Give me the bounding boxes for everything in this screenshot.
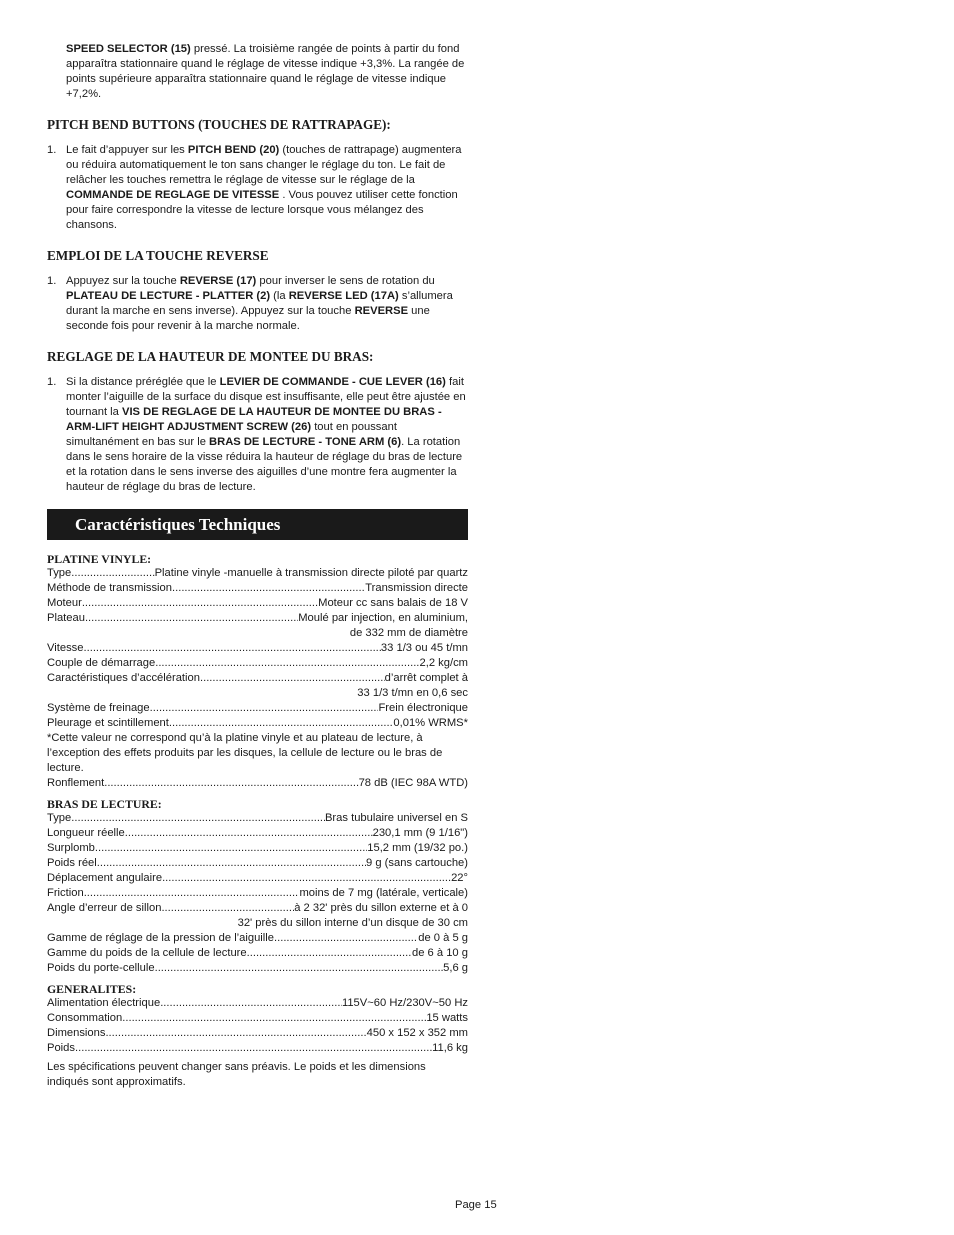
- spec-row: [47, 996, 468, 1011]
- spec-value-continued: 32' près du sillon interne d’un disque de 30 cm: [237, 917, 468, 929]
- spec-value: de 6 à 10 g: [412, 947, 468, 959]
- platine-heading: PLATINE VINYLE:: [47, 552, 152, 566]
- spec-label: Plateau: [47, 612, 85, 624]
- spec-row: [47, 826, 468, 841]
- dot-leader: [274, 931, 418, 946]
- dot-leader: [82, 596, 318, 611]
- spec-row: [47, 871, 468, 886]
- spec-label: Pleurage et scintillement: [47, 717, 169, 729]
- spec-label: Moteur: [47, 597, 82, 609]
- spec-value: 115V~60 Hz/230V~50 Hz: [341, 997, 468, 1009]
- spec-value: moins de 7 mg (latérale, verticale): [299, 887, 468, 899]
- spec-value: 33 1/3 ou 45 t/mn: [380, 642, 468, 654]
- dot-leader: [150, 701, 379, 716]
- spec-value: Moulé par injection, en aluminium,: [298, 612, 468, 624]
- spec-row: [47, 596, 468, 611]
- spec-value: 450 x 152 x 352 mm: [366, 1027, 468, 1039]
- arm-heading: REGLAGE DE LA HAUTEUR DE MONTEE DU BRAS:: [47, 349, 374, 364]
- spec-row: [47, 841, 468, 856]
- spec-value: 230,1 mm (9 1/16"): [372, 827, 468, 839]
- spec-label: Dimensions: [47, 1027, 106, 1039]
- spec-value: Frein électronique: [378, 702, 468, 714]
- platine-note: *Cette valeur ne correspond qu’à la platine vinyle et au plateau de lecture, à l’exception des effets produits par les disques, la cellule de lecture ou le bras de lecture.: [47, 732, 443, 774]
- platine-section: [47, 552, 468, 791]
- spec-value: 15 watts: [426, 1012, 468, 1024]
- spec-row: [47, 931, 468, 946]
- general-section: [47, 982, 468, 1056]
- pitch-heading: PITCH BEND BUTTONS (TOUCHES DE RATTRAPAGE):: [47, 117, 391, 132]
- dot-leader: [161, 901, 294, 916]
- spec-row: [47, 611, 468, 626]
- dot-leader: [105, 1026, 366, 1041]
- spec-row: [47, 581, 468, 596]
- spec-row: [47, 811, 468, 826]
- bras-section: [47, 797, 468, 976]
- spec-label: Surplomb: [47, 842, 95, 854]
- spec-row: [47, 716, 468, 731]
- spec-label: Type: [47, 812, 72, 824]
- spec-label: Système de freinage: [47, 702, 150, 714]
- spec-label: Longueur réelle: [47, 827, 125, 839]
- spec-label: Gamme du poids de la cellule de lecture: [47, 947, 247, 959]
- spec-label: Vitesse: [47, 642, 84, 654]
- spec-label: Caractéristiques d’accélération: [47, 672, 200, 684]
- dot-leader: [84, 886, 300, 901]
- spec-row: [47, 1011, 468, 1026]
- spec-value: Transmission directe: [365, 582, 468, 594]
- reverse-item: 1. Appuyez sur la touche REVERSE (17) pour inverser le sens de rotation du PLATEAU DE LECTURE - PLATTER (2) (la REVERSE LED (17A) s’allumera durant la marche en sens inverse). Appuyez sur la touche REVERSE une seconde fois pour revenir à la marche normale.: [47, 275, 453, 332]
- spec-label: Friction: [47, 887, 84, 899]
- dot-leader: [169, 716, 394, 731]
- spec-label: Poids: [47, 1042, 75, 1054]
- spec-label: Déplacement angulaire: [47, 872, 163, 884]
- dot-leader: [162, 871, 451, 886]
- spec-value: d’arrêt complet à: [384, 672, 468, 684]
- spec-value: Moteur cc sans balais de 18 V: [318, 597, 468, 609]
- spec-value: 0,01% WRMS*: [393, 717, 468, 729]
- spec-value-continued: de 332 mm de diamètre: [349, 627, 468, 639]
- page-number: Page 15: [455, 1199, 497, 1211]
- intro-paragraph: SPEED SELECTOR (15) pressé. La troisième rangée de points à partir du fond apparaîtra stationnaire quand le réglage de vitesse indique +3,3%. La rangée de points supérieure apparaîtra stationnaire quand le réglage de vitesse indique +7,2%.: [66, 43, 465, 100]
- spec-value: 15,2 mm (19/32 po.): [367, 842, 468, 854]
- general-heading: GENERALITES:: [47, 982, 137, 996]
- pitch-item: 1. Le fait d’appuyer sur les PITCH BEND (20) (touches de rattrapage) augmentera ou réduira automatiquement le ton sans changer le réglage du ton. Le fait de relâcher les touches remettra le réglage de vitesse sur le réglage de la COMMANDE DE REGLAGE DE VITESSE . Vous pouvez utiliser cette fonction pour faire correspondre la vitesse de lecture lorsque vous mélangez des chansons.: [47, 144, 462, 231]
- platine-rows: [47, 566, 468, 731]
- spec-row-ronflement: Ronflement ..... 78 dB (IEC 98A WTD): [47, 776, 468, 791]
- arm-item: 1. Si la distance préréglée que le LEVIER DE COMMANDE - CUE LEVER (16) fait monter l’aiguille de la surface du disque est insuffisante, elle peut être ajustée en tournant la VIS DE REGLAGE DE LA HAUTEUR DE MONTEE DU BRAS - ARM-LIFT HEIGHT ADJUSTMENT SCREW (26) tout en poussant simultanément en bas sur le BRAS DE LECTURE - TONE ARM (6). La rotation dans le sens horaire de la visse réduira la hauteur de réglage du bras de lecture et la rotation dans le sens inverse des aiguilles d’une montre fera augmenter la hauteur de réglage du bras de lecture.: [47, 376, 466, 493]
- spec-label: Poids du porte-cellule: [47, 962, 155, 974]
- reverse-heading: EMPLOI DE LA TOUCHE REVERSE: [47, 248, 269, 263]
- dot-leader: [71, 566, 154, 581]
- dot-leader: [200, 671, 385, 686]
- dot-leader: [122, 1011, 426, 1026]
- bras-rows: [47, 811, 468, 976]
- dot-leader: [75, 1041, 432, 1056]
- dot-leader: [155, 961, 444, 976]
- spec-label: Angle d’erreur de sillon: [47, 902, 162, 914]
- spec-row: [47, 1026, 468, 1041]
- spec-label: Poids réel: [47, 857, 97, 869]
- spec-value: Bras tubulaire universel en S: [324, 812, 468, 824]
- spec-row: [47, 656, 468, 671]
- dot-leader: [125, 826, 373, 841]
- dot-leader: [155, 656, 419, 671]
- spec-label: Méthode de transmission: [47, 582, 172, 594]
- spec-row: [47, 641, 468, 656]
- dot-leader: [247, 946, 412, 961]
- spec-label: Alimentation électrique: [47, 997, 161, 1009]
- spec-value: 9 g (sans cartouche): [366, 857, 468, 869]
- spec-value: 2,2 kg/cm: [419, 657, 468, 669]
- spec-row: [47, 961, 468, 976]
- dot-leader: [71, 811, 325, 826]
- spec-value: Platine vinyle -manuelle à transmission directe piloté par quartz: [154, 567, 468, 579]
- spec-row: [47, 566, 468, 581]
- dot-leader: [97, 856, 366, 871]
- spec-value-continued: 33 1/3 t/mn en 0,6 sec: [357, 687, 468, 699]
- spec-label: Type: [47, 567, 72, 579]
- dot-leader: [84, 641, 381, 656]
- spec-label: Couple de démarrage: [47, 657, 156, 669]
- spec-label: Consommation: [47, 1012, 123, 1024]
- spec-label: Gamme de réglage de la pression de l’aiguille: [47, 932, 274, 944]
- specs-title-banner: Caractéristiques Techniques: [47, 509, 468, 540]
- spec-row: [47, 886, 468, 901]
- spec-row: [47, 901, 468, 916]
- spec-value: 11,6 kg: [432, 1042, 468, 1054]
- dot-leader: [160, 996, 342, 1011]
- disclaimer: Les spécifications peuvent changer sans préavis. Le poids et les dimensions indiqués sont approximatifs.: [47, 1061, 426, 1088]
- dot-leader: [172, 581, 365, 596]
- general-rows: [47, 996, 468, 1056]
- page-column: [47, 42, 468, 1090]
- spec-row: [47, 946, 468, 961]
- dot-leader: [85, 611, 298, 626]
- bras-heading: BRAS DE LECTURE:: [47, 797, 162, 811]
- spec-value: 22°: [451, 872, 468, 884]
- spec-row: [47, 1041, 468, 1056]
- spec-value: 5,6 g: [443, 962, 468, 974]
- spec-row: [47, 856, 468, 871]
- spec-value: de 0 à 5 g: [418, 932, 468, 944]
- dot-leader: [95, 841, 367, 856]
- spec-row: [47, 671, 468, 686]
- spec-value: à 2 32' près du sillon externe et à 0: [294, 902, 468, 914]
- spec-row: [47, 701, 468, 716]
